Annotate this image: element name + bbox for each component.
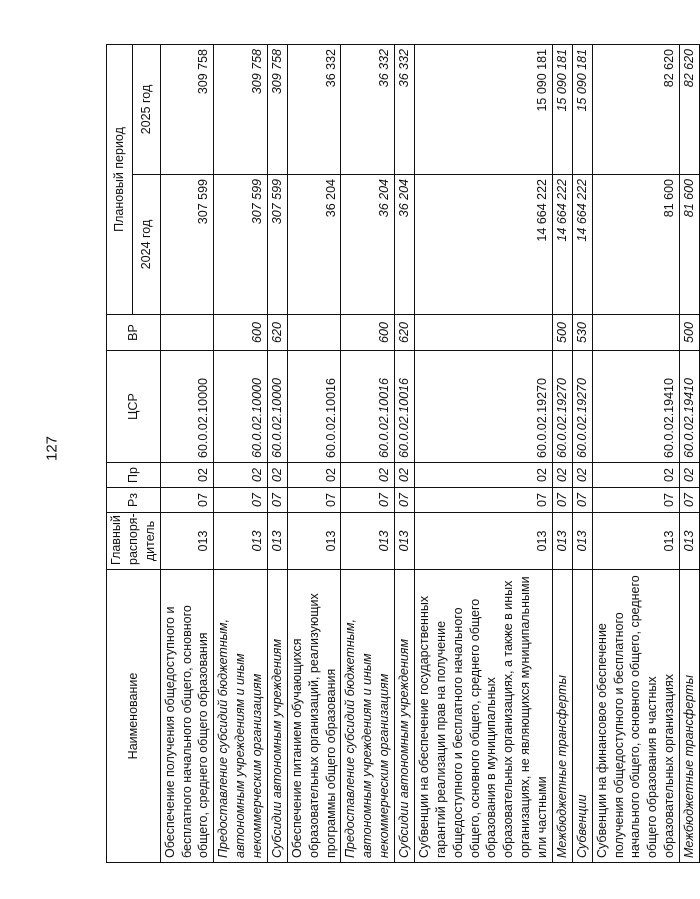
row-amount-2025: 82 620 (680, 44, 700, 174)
row-manager-code: 013 (572, 513, 592, 570)
row-amount-2025: 15 090 181 (414, 44, 552, 174)
row-vr: 620 (267, 315, 287, 351)
table-row (680, 44, 700, 862)
row-rz: 07 (592, 488, 679, 513)
row-amount-2024: 36 204 (341, 175, 395, 315)
row-vr: 600 (341, 315, 395, 351)
row-pr: 02 (395, 463, 415, 488)
row-vr (160, 315, 214, 351)
row-vr: 530 (572, 315, 592, 351)
row-name: Межбюджетные трансферты (552, 570, 572, 863)
budget-table (106, 44, 700, 863)
row-amount-2024: 14 664 222 (552, 175, 572, 315)
row-name: Межбюджетные трансферты (680, 570, 700, 863)
row-rz: 07 (414, 488, 552, 513)
table-body (160, 44, 699, 862)
row-csr: 60.0.02.10000 (214, 351, 268, 463)
row-pr: 02 (552, 463, 572, 488)
row-pr: 02 (267, 463, 287, 488)
row-csr: 60.0.02.10016 (395, 351, 415, 463)
row-manager-code: 013 (680, 513, 700, 570)
header-vr: ВР (107, 315, 161, 351)
row-amount-2024: 81 600 (680, 175, 700, 315)
header-year-2024: 2024 год (132, 175, 160, 315)
row-vr (414, 315, 552, 351)
table-row (267, 44, 287, 862)
row-csr: 60.0.02.19410 (680, 351, 700, 463)
row-amount-2024: 307 599 (214, 175, 268, 315)
row-rz: 07 (680, 488, 700, 513)
row-vr: 500 (680, 315, 700, 351)
row-pr: 02 (287, 463, 341, 488)
table-row (341, 44, 395, 862)
row-name: Субвенции на финансовое обеспечение получения общедоступного и бесплатного начального общего, основного общего, среднего общего образования в частных образовательных организациях (592, 570, 679, 863)
table-row (572, 44, 592, 862)
header-year-2025: 2025 год (132, 44, 160, 174)
row-manager-code: 013 (552, 513, 572, 570)
budget-table-rotated (106, 45, 696, 863)
row-name: Предоставление субсидий бюджетным, автономным учреждениям и иным некоммерческим организациям (214, 570, 268, 863)
row-name: Предоставление субсидий бюджетным, автономным учреждениям и иным некоммерческим организациям (341, 570, 395, 863)
table-row (287, 44, 341, 862)
row-manager-code: 013 (414, 513, 552, 570)
header-planned-period: Плановый период (107, 44, 133, 314)
row-csr: 60.0.02.10016 (287, 351, 341, 463)
row-csr: 60.0.02.19410 (592, 351, 679, 463)
page-number: 127 (43, 435, 61, 462)
row-csr: 60.0.02.19270 (572, 351, 592, 463)
row-name: Субвенции на обеспечение государственных гарантий реализации прав на получение общедоступного и бесплатного начального общего, основного общего, среднего общего образования в муниципальных образовательных организациях, а также в иных организациях, не являющихся муниципальными или частными (414, 570, 552, 863)
row-manager-code: 013 (160, 513, 214, 570)
table-row (160, 44, 214, 862)
table-row (552, 44, 572, 862)
row-amount-2024: 81 600 (592, 175, 679, 315)
row-pr: 02 (572, 463, 592, 488)
row-amount-2025: 36 332 (341, 44, 395, 174)
row-amount-2024: 307 599 (160, 175, 214, 315)
row-name: Обеспечение питанием обучающихся образовательных организаций, реализующих программы общего образования (287, 570, 341, 863)
row-manager-code: 013 (341, 513, 395, 570)
row-manager-code: 013 (395, 513, 415, 570)
table-header (107, 44, 161, 862)
row-amount-2024: 36 204 (395, 175, 415, 315)
row-amount-2025: 309 758 (160, 44, 214, 174)
table-row (414, 44, 552, 862)
row-amount-2024: 14 664 222 (572, 175, 592, 315)
row-csr: 60.0.02.10016 (341, 351, 395, 463)
row-csr: 60.0.02.10000 (267, 351, 287, 463)
row-rz: 07 (572, 488, 592, 513)
row-rz: 07 (395, 488, 415, 513)
row-name: Субсидии автономным учреждениям (267, 570, 287, 863)
row-pr: 02 (680, 463, 700, 488)
row-pr: 02 (160, 463, 214, 488)
header-pr: Пр (107, 463, 161, 488)
row-amount-2024: 36 204 (287, 175, 341, 315)
row-amount-2025: 82 620 (592, 44, 679, 174)
table-row (214, 44, 268, 862)
row-rz: 07 (267, 488, 287, 513)
header-manager: Главный распоря-дитель (107, 513, 161, 570)
header-rz: Рз (107, 488, 161, 513)
row-amount-2025: 15 090 181 (572, 44, 592, 174)
row-name: Обеспечение получения общедоступного и бесплатного начального общего, основного общего, среднего общего образования (160, 570, 214, 863)
row-name: Субвенции (572, 570, 592, 863)
header-csr: ЦСР (107, 351, 161, 463)
row-csr: 60.0.02.10000 (160, 351, 214, 463)
row-amount-2025: 309 758 (214, 44, 268, 174)
row-vr (592, 315, 679, 351)
row-amount-2024: 14 664 222 (414, 175, 552, 315)
row-amount-2025: 309 758 (267, 44, 287, 174)
header-name: Наименование (107, 570, 161, 863)
row-manager-code: 013 (214, 513, 268, 570)
row-amount-2024: 307 599 (267, 175, 287, 315)
row-pr: 02 (414, 463, 552, 488)
row-rz: 07 (287, 488, 341, 513)
row-rz: 07 (214, 488, 268, 513)
row-name: Субсидии автономным учреждениям (395, 570, 415, 863)
row-pr: 02 (214, 463, 268, 488)
row-pr: 02 (341, 463, 395, 488)
row-manager-code: 013 (592, 513, 679, 570)
row-vr: 500 (552, 315, 572, 351)
row-amount-2025: 36 332 (287, 44, 341, 174)
table-row (395, 44, 415, 862)
row-rz: 07 (552, 488, 572, 513)
row-manager-code: 013 (267, 513, 287, 570)
row-rz: 07 (341, 488, 395, 513)
row-vr: 620 (395, 315, 415, 351)
row-rz: 07 (160, 488, 214, 513)
row-amount-2025: 15 090 181 (552, 44, 572, 174)
row-csr: 60.0.02.19270 (414, 351, 552, 463)
row-vr (287, 315, 341, 351)
row-manager-code: 013 (287, 513, 341, 570)
table-row (592, 44, 679, 862)
row-pr: 02 (592, 463, 679, 488)
row-amount-2025: 36 332 (395, 44, 415, 174)
row-vr: 600 (214, 315, 268, 351)
row-csr: 60.0.02.19270 (552, 351, 572, 463)
